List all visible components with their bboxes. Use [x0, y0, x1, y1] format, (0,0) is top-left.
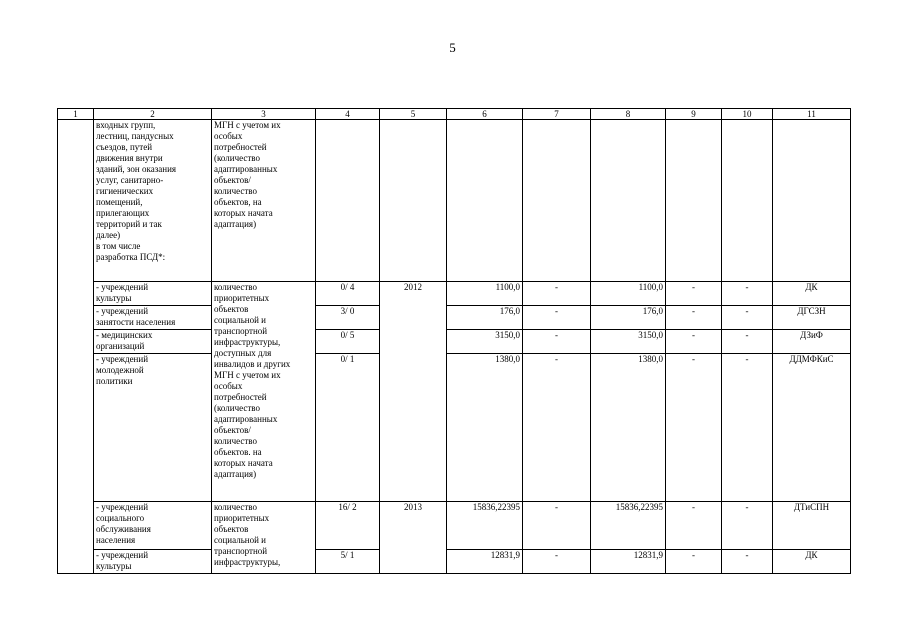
table-row [58, 282, 851, 306]
cell-value: 16/ 2 [316, 502, 380, 550]
table-row [58, 550, 851, 574]
cell-value: ДДМФКиС [773, 354, 851, 502]
text-line: приоритетных [214, 513, 270, 523]
text-line: зданий, зон оказания [96, 164, 177, 174]
cell-value: - [666, 306, 722, 330]
text-line: потребностей [214, 392, 267, 402]
cell-empty [722, 120, 773, 282]
cell-empty [591, 120, 666, 282]
cell-value: - [523, 354, 591, 502]
text-line: лестниц, пандусных [96, 131, 174, 141]
text-line: входных групп, [96, 120, 156, 130]
year-cell: 2013 [380, 502, 447, 574]
text-line: транспортной [214, 326, 268, 336]
text-line: социального [96, 513, 145, 523]
text-line: потребностей [214, 142, 267, 152]
text-line: инвалидов и других [214, 359, 291, 369]
cell-value: 5/ 1 [316, 550, 380, 574]
col-header: 5 [380, 109, 447, 120]
indicator-cell [212, 502, 316, 574]
indicator-cell [212, 282, 316, 502]
text-line: обслуживания [96, 524, 151, 534]
text-line: приоритетных [214, 293, 270, 303]
col-header: 7 [523, 109, 591, 120]
text-line: населения [96, 535, 136, 545]
text-line: количество [214, 282, 257, 292]
cell-value: - [523, 550, 591, 574]
text-line: количество [214, 436, 257, 446]
text-line: объектов [214, 524, 249, 534]
col-header: 3 [212, 109, 316, 120]
cell-empty [666, 120, 722, 282]
cell-value: - [523, 502, 591, 550]
cell-text [212, 120, 316, 282]
text-line: - учреждений [96, 502, 149, 512]
col-header: 11 [773, 109, 851, 120]
cell-value: - [666, 550, 722, 574]
cell-text [94, 282, 212, 306]
text-line: количество [214, 186, 257, 196]
col-header: 8 [591, 109, 666, 120]
text-line: адаптация) [214, 219, 257, 229]
text-line: инфраструктуры, [214, 557, 281, 567]
cell-text [94, 306, 212, 330]
row-number-cell [58, 120, 94, 574]
cell-value: - [666, 502, 722, 550]
text-line: разработка ПСД*: [96, 252, 166, 262]
cell-value: 0/ 4 [316, 282, 380, 306]
text-line: объектов/ [214, 425, 251, 435]
text-line: политики [96, 376, 133, 386]
col-header: 9 [666, 109, 722, 120]
text-line: - учреждений [96, 306, 149, 316]
cell-value: - [722, 354, 773, 502]
cell-value: 12831,9 [447, 550, 523, 574]
col-header: 1 [58, 109, 94, 120]
page-number: 5 [449, 40, 456, 55]
table-row [58, 354, 851, 502]
cell-empty [523, 120, 591, 282]
cell-value: 1100,0 [591, 282, 666, 306]
col-header: 2 [94, 109, 212, 120]
cell-value: 3150,0 [447, 330, 523, 354]
text-line: которых начата [214, 458, 273, 468]
text-line: (количество [214, 403, 260, 413]
cell-value: - [722, 330, 773, 354]
cell-text [94, 354, 212, 502]
text-line: (количество [214, 153, 260, 163]
text-line: - медицинских [96, 330, 153, 340]
text-line: инфраструктуры, [214, 337, 281, 347]
cell-value: 1380,0 [591, 354, 666, 502]
cell-empty [380, 120, 447, 282]
text-line: адаптированных [214, 414, 278, 424]
cell-text [94, 550, 212, 574]
text-line: культуры [96, 561, 132, 571]
cell-empty [773, 120, 851, 282]
col-header: 10 [722, 109, 773, 120]
cell-value: ДЗиФ [773, 330, 851, 354]
cell-value: 176,0 [447, 306, 523, 330]
cell-value: ДТиСПН [773, 502, 851, 550]
cell-value: - [722, 502, 773, 550]
cell-value: - [523, 330, 591, 354]
text-line: - учреждений [96, 550, 149, 560]
text-line: объектов, на [214, 197, 262, 207]
text-line: территорий и так [96, 219, 162, 229]
cell-value: 3150,0 [591, 330, 666, 354]
text-line: количество [214, 502, 257, 512]
text-line: объектов/ [214, 175, 251, 185]
cell-value: - [523, 306, 591, 330]
cell-value: 0/ 1 [316, 354, 380, 502]
text-line: МГН с учетом их [214, 370, 281, 380]
text-line: - учреждений [96, 354, 149, 364]
cell-value: 176,0 [591, 306, 666, 330]
cell-text [94, 502, 212, 550]
text-line: далее) [96, 230, 121, 240]
text-line: объектов. на [214, 447, 262, 457]
text-line: адаптированных [214, 164, 278, 174]
cell-value: - [722, 306, 773, 330]
text-line: которых начата [214, 208, 273, 218]
header-row [58, 109, 851, 120]
cell-empty [316, 120, 380, 282]
cell-value: - [666, 354, 722, 502]
data-table [57, 108, 851, 574]
text-line: помещений, [96, 197, 143, 207]
text-line: МГН с учетом их [214, 120, 281, 130]
text-line: социальной и [214, 535, 266, 545]
col-header: 6 [447, 109, 523, 120]
table-row [58, 306, 851, 330]
text-line: доступных для [214, 348, 272, 358]
text-line: особых [214, 131, 243, 141]
table-row [58, 120, 851, 282]
cell-value: - [666, 282, 722, 306]
text-line: молодежной [96, 365, 144, 375]
cell-value: 1380,0 [447, 354, 523, 502]
text-line: объектов [214, 304, 249, 314]
text-line: прилегающих [96, 208, 150, 218]
cell-value: ДК [773, 550, 851, 574]
cell-value: 0/ 5 [316, 330, 380, 354]
text-line: услуг, санитарно- [96, 175, 164, 185]
text-line: культуры [96, 293, 132, 303]
text-line: движения внутри [96, 153, 163, 163]
cell-value: 12831,9 [591, 550, 666, 574]
text-line: занятости населения [96, 317, 176, 327]
table-row [58, 330, 851, 354]
text-line: социальной и [214, 315, 266, 325]
cell-value: 15836,22395 [591, 502, 666, 550]
cell-value: - [722, 282, 773, 306]
cell-value: 3/ 0 [316, 306, 380, 330]
cell-value: 1100,0 [447, 282, 523, 306]
text-line: - учреждений [96, 282, 149, 292]
text-line: в том числе [96, 241, 141, 251]
text-line: адаптация) [214, 469, 257, 479]
cell-empty [447, 120, 523, 282]
text-line: особых [214, 381, 243, 391]
cell-value: 15836,22395 [447, 502, 523, 550]
cell-value: ДК [773, 282, 851, 306]
text-line: съездов, путей [96, 142, 153, 152]
col-header: 4 [316, 109, 380, 120]
cell-value: - [666, 330, 722, 354]
table-row [58, 502, 851, 550]
cell-value: ДГСЗН [773, 306, 851, 330]
cell-text [94, 330, 212, 354]
cell-value: - [523, 282, 591, 306]
text-line: гигиенических [96, 186, 154, 196]
cell-text [94, 120, 212, 282]
text-line: организаций [96, 341, 145, 351]
year-cell: 2012 [380, 282, 447, 502]
cell-value: - [722, 550, 773, 574]
text-line: транспортной [214, 546, 268, 556]
